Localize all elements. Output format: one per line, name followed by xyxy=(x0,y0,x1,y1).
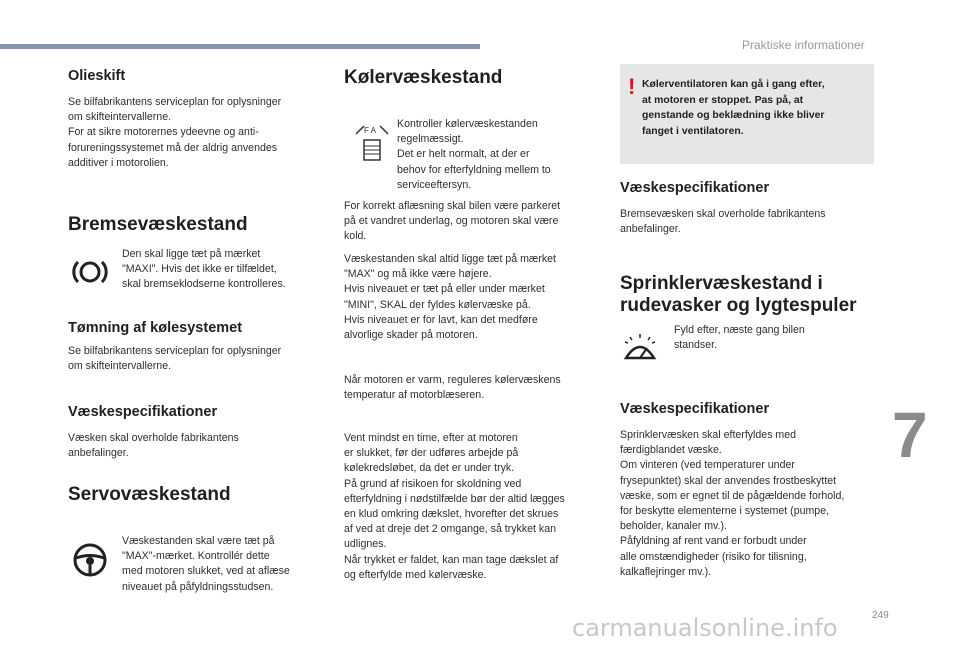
watermark: carmanualsonline.info xyxy=(572,614,838,642)
coolant-p1: For korrekt aflæsning skal bilen være parkeret på et vandret underlag, og motoren skal være kold. xyxy=(344,200,561,243)
brake-text: Den skal ligge tæt på mærket "MAXI". Hvis det ikke er tilfældet, skal bremseklodserne kontrolleres. xyxy=(122,248,286,291)
coolant-reservoir-icon xyxy=(352,122,392,162)
spec-heading-brake: Væskespecifikationer xyxy=(620,180,770,196)
steering-wheel-icon xyxy=(70,540,110,580)
olieskift-text: Se bilfabrikantens serviceplan for oplysninger om skifteintervallerne. For at sikre motorernes ydeevne og anti- forureningssystemet må der aldrig anvendes additiver i motorolien. xyxy=(68,96,282,169)
warning-text: Kølerventilatoren kan gå i gang efter, at motoren er stoppet. Pas på, at genstande og beklædning ikke bliver fanget i ventilatoren. xyxy=(642,79,825,137)
brake-warning-icon xyxy=(70,252,110,292)
coolant-p3: Når motoren er varm, reguleres kølervæskens temperatur af motorblæseren. xyxy=(344,374,561,402)
washer-heading: Sprinklervæskestand i rudevasker og lygtespuler xyxy=(620,273,857,316)
spec-text-washer: Sprinklervæsken skal efterfyldes med færdigblandet væske. Om vinteren (ved temperaturer under frysepunktet) skal der anvendes frostbeskyttet væske, som er egnet til de pågældende forhold, for beskytte elementerne i systemet (pumpe, beholder, kanaler mv.). Påfyldning af rent vand er forbudt under alle omstændigheder (risiko for tilisning, kalkaflejringer mv.). xyxy=(620,429,845,578)
top-accent-bar xyxy=(0,44,480,49)
olieskift-heading: Olieskift xyxy=(68,68,126,84)
servo-heading: Servovæskestand xyxy=(68,484,231,505)
spec-text-left: Væsken skal overholde fabrikantens anbefalinger. xyxy=(68,432,239,460)
tomning-text: Se bilfabrikantens serviceplan for oplysninger om skifteintervallerne. xyxy=(68,345,282,373)
spec-text-brake: Bremsevæsken skal overholde fabrikantens anbefalinger. xyxy=(620,208,826,236)
washer-text: Fyld efter, næste gang bilen standser. xyxy=(674,324,805,352)
section-header: Praktiske informationer xyxy=(742,38,865,52)
coolant-heading: Kølervæskestand xyxy=(344,67,503,88)
chapter-number: 7 xyxy=(892,399,928,471)
coolant-p4: Vent mindst en time, efter at motoren er slukket, før der udføres arbejde på kølekredsløbet, da det er under tryk. På grund af risikoen for skoldning ved efterfyldning i nødstilfælde bør der altid lægges en klud omkring dækslet, hvorefter det skrues af ved at dreje det 2 omgange, så trykket kan udlignes. Når trykket er faldet, kan man tage dækslet af og efterfylde med kølervæske. xyxy=(344,432,565,581)
spec-heading-washer: Væskespecifikationer xyxy=(620,401,770,417)
spec-heading-left: Væskespecifikationer xyxy=(68,404,218,420)
coolant-intro-text: Kontroller kølervæskestanden regelmæssigt. Det er helt normalt, at der er behov for efterfyldning mellem to serviceeftersyn. xyxy=(397,118,551,191)
windscreen-washer-icon xyxy=(620,328,660,368)
brake-heading: Bremsevæskestand xyxy=(68,214,248,235)
servo-text: Væskestanden skal være tæt på "MAX"-mærket. Kontrollér dette med motoren slukket, ved at aflæse niveauet på påfyldningsstudsen. xyxy=(122,535,290,593)
tomning-heading: Tømning af kølesystemet xyxy=(68,320,243,336)
warning-icon: ! xyxy=(628,74,636,99)
svg-text:F A: F A xyxy=(364,126,377,135)
page-number: 249 xyxy=(872,610,889,621)
coolant-p2: Væskestanden skal altid ligge tæt på mærket "MAX" og må ikke være højere. Hvis niveauet er tæt på eller under mærket "MINI", SKAL der fyldes kølervæske på. Hvis niveauet er for lavt, kan det medføre alvorlige skader på motoren. xyxy=(344,253,556,342)
